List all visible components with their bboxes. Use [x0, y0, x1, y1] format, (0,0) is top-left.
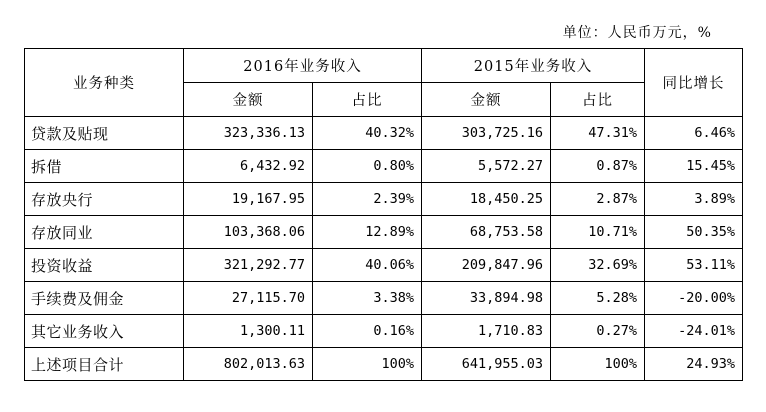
cell-2016-share: 3.38%: [313, 282, 422, 315]
header-category: 业务种类: [25, 49, 184, 117]
cell-2016-amount: 323,336.13: [184, 117, 313, 150]
cell-2015-share: 2.87%: [551, 183, 645, 216]
cell-2016-share: 0.16%: [313, 315, 422, 348]
table-row: [25, 150, 743, 183]
cell-category: 贷款及贴现: [25, 117, 184, 150]
table-row: [25, 348, 743, 381]
cell-2015-amount: 5,572.27: [422, 150, 551, 183]
header-2016-amount: 金额: [184, 83, 313, 117]
table-row: [25, 249, 743, 282]
header-2016-share: 占比: [313, 83, 422, 117]
cell-yoy-growth: 6.46%: [645, 117, 743, 150]
cell-category: 投资收益: [25, 249, 184, 282]
cell-2015-amount: 18,450.25: [422, 183, 551, 216]
cell-2016-share: 12.89%: [313, 216, 422, 249]
cell-yoy-growth: 53.11%: [645, 249, 743, 282]
table-row: [25, 282, 743, 315]
cell-2016-amount: 802,013.63: [184, 348, 313, 381]
cell-2015-amount: 1,710.83: [422, 315, 551, 348]
cell-yoy-growth: 24.93%: [645, 348, 743, 381]
cell-yoy-growth: -24.01%: [645, 315, 743, 348]
cell-yoy-growth: -20.00%: [645, 282, 743, 315]
cell-2016-share: 0.80%: [313, 150, 422, 183]
cell-2015-amount: 303,725.16: [422, 117, 551, 150]
cell-2016-share: 100%: [313, 348, 422, 381]
cell-yoy-growth: 3.89%: [645, 183, 743, 216]
header-row-1: [25, 49, 743, 83]
cell-2016-share: 40.32%: [313, 117, 422, 150]
unit-label: 单位：人民币万元，%: [562, 25, 712, 41]
cell-category: 拆借: [25, 150, 184, 183]
table-row: [25, 183, 743, 216]
header-2015-amount: 金额: [422, 83, 551, 117]
header-2015-share: 占比: [551, 83, 645, 117]
cell-yoy-growth: 15.45%: [645, 150, 743, 183]
cell-2016-amount: 27,115.70: [184, 282, 313, 315]
business-income-table: [24, 48, 743, 381]
cell-2015-share: 0.27%: [551, 315, 645, 348]
header-2016-income: 2016年业务收入: [184, 49, 422, 83]
cell-2015-amount: 209,847.96: [422, 249, 551, 282]
cell-2015-amount: 641,955.03: [422, 348, 551, 381]
cell-2015-share: 0.87%: [551, 150, 645, 183]
cell-2015-amount: 33,894.98: [422, 282, 551, 315]
cell-2016-amount: 6,432.92: [184, 150, 313, 183]
cell-category: 手续费及佣金: [25, 282, 184, 315]
cell-category: 其它业务收入: [25, 315, 184, 348]
cell-yoy-growth: 50.35%: [645, 216, 743, 249]
table-body: [25, 117, 743, 381]
cell-2016-amount: 103,368.06: [184, 216, 313, 249]
cell-2015-share: 32.69%: [551, 249, 645, 282]
cell-2015-share: 10.71%: [551, 216, 645, 249]
cell-category: 上述项目合计: [25, 348, 184, 381]
cell-2016-share: 40.06%: [313, 249, 422, 282]
table-row: [25, 216, 743, 249]
cell-2015-amount: 68,753.58: [422, 216, 551, 249]
cell-2015-share: 5.28%: [551, 282, 645, 315]
cell-2016-amount: 19,167.95: [184, 183, 313, 216]
cell-2016-amount: 321,292.77: [184, 249, 313, 282]
header-yoy-growth: 同比增长: [645, 49, 743, 117]
cell-category: 存放同业: [25, 216, 184, 249]
header-2015-income: 2015年业务收入: [422, 49, 645, 83]
cell-2016-share: 2.39%: [313, 183, 422, 216]
table-row: [25, 117, 743, 150]
cell-category: 存放央行: [25, 183, 184, 216]
cell-2015-share: 47.31%: [551, 117, 645, 150]
table-row: [25, 315, 743, 348]
cell-2016-amount: 1,300.11: [184, 315, 313, 348]
cell-2015-share: 100%: [551, 348, 645, 381]
